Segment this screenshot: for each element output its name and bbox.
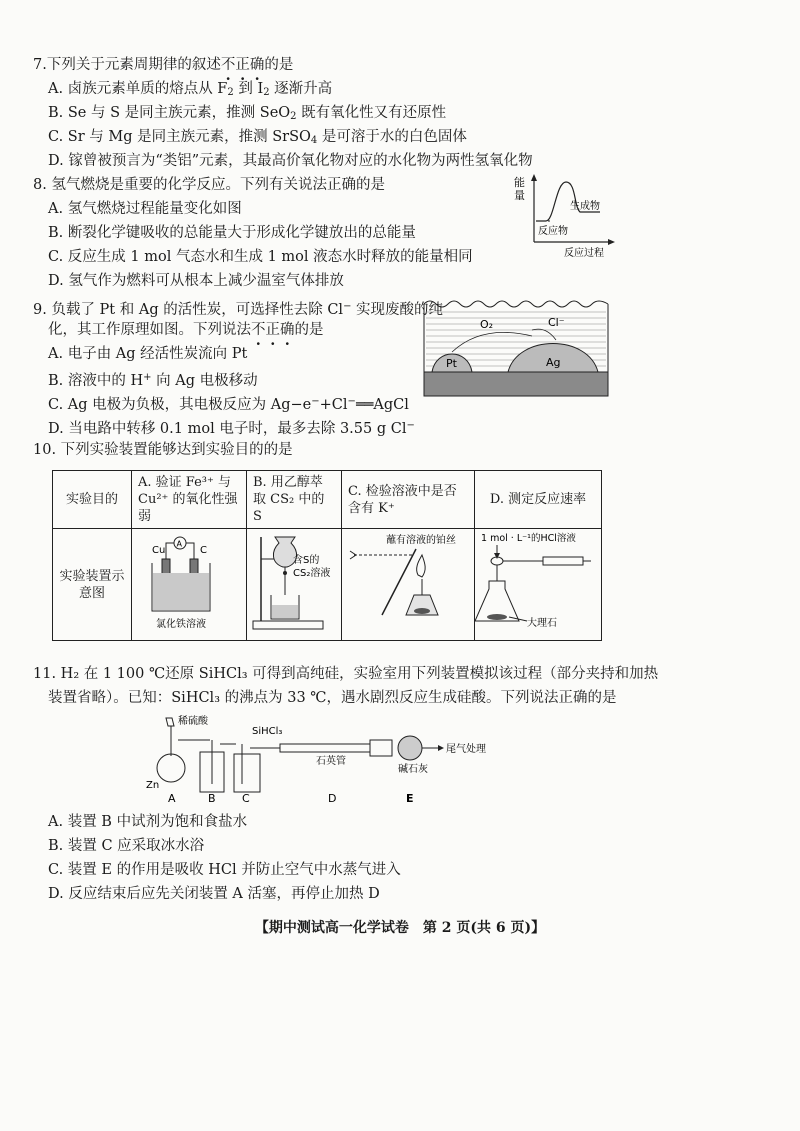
tail-gas-label: 尾气处理 [446,744,486,755]
q11-option-d: D. 反应结束后应先关闭装置 A 活塞，再停止加热 D [48,886,380,902]
marble-label: 大理石 [527,618,557,629]
q9-option-d: D. 当电路中转移 0.1 mol 电子时，最多去除 3.55 g Cl− [48,420,415,437]
flame-test-figure [342,529,474,635]
q11-stem-1: 11. H₂ 在 1 100 ℃还原 SiHCl₃ 可得到高纯硅，实验室用下列装置模拟该过程（部分夹持和加热 [33,666,659,682]
apparatus-a-label: A [168,792,176,805]
reaction-process-label: 反应过程 [564,248,604,258]
q11-stem-2: 装置省略）。已知：SiHCl₃ 的沸点为 33 ℃，遇水剧烈反应生成硅酸。下列说法正确的是 [48,690,617,706]
q8-option-a: A. 氢气燃烧过程能量变化如图 [48,201,242,217]
q11-option-a: A. 装置 B 中试剂为饱和食盐水 [48,814,248,830]
experiment-table [52,470,602,641]
table-header-apparatus: 实验装置示意图 [53,529,132,641]
table-row [53,529,602,641]
o2-label: O₂ [480,318,494,331]
q9-stem-1: 9. 负载了 Pt 和 Ag 的活性炭，可选择性去除 Cl− 实现废酸的纯 [33,301,444,318]
cl-label: Cl⁻ [548,316,565,329]
dilute-h2so4-label: 稀硫酸 [178,716,208,727]
table-cell-b: B. 用乙醇萃取 CS₂ 中的 S [247,471,342,529]
energy-axis-label-1: 能 [514,176,525,189]
pt-ag-carbon-diagram [422,296,610,400]
apparatus-e-label: E [406,792,414,805]
q7-option-a: A. 卤族元素单质的熔点从 $F_2$ 到 $I_2$ 逐渐升高 [48,81,333,98]
table-row [53,471,602,529]
ag-label: Ag [546,356,561,369]
apparatus-b [247,529,342,641]
q8-stem: 8. 氢气燃烧是重要的化学反应。下列有关说法正确的是 [33,177,385,193]
carbon-label: C [200,545,207,556]
soda-lime-label: 碱石灰 [398,764,428,775]
energy-diagram [512,172,616,258]
separatory-funnel-figure [247,529,341,635]
q9-option-c: C. Ag 电极为负极，其电极反应为 Ag−e−+Cl−══AgCl [48,396,409,413]
q8-option-b: B. 断裂化学键吸收的总能量大于形成化学键放出的总能量 [48,225,416,241]
q8-option-c: C. 反应生成 1 mol 气态水和生成 1 mol 液态水时释放的能量相同 [48,249,473,265]
zn-label: Zn [146,780,160,791]
page-footer: 【期中测试高一化学试卷 第 2 页(共 6 页)】 [254,920,546,936]
pt-label: Pt [446,357,457,370]
table-header-purpose: 实验目的 [53,471,132,529]
cu-label: Cu [152,545,166,556]
apparatus-a [132,529,247,641]
s-in-cs2-label-1: 含S的 [293,555,320,566]
q9-option-a: A. 电子由 Ag 经活性炭流向 Pt [48,346,248,362]
reactant-label: 反应物 [538,226,568,237]
sihcl3-label: SiHCl₃ [252,726,283,737]
s-in-cs2-label-2: CS₂溶液 [293,568,331,579]
fecl3-solution-label: 氯化铁溶液 [156,619,206,630]
platinum-wire-label: 蘸有溶液的铂丝 [386,535,456,546]
q7-option-c: C. Sr 与 Mg 是同主族元素，推测 SrSO$_4$ 是可溶于水的白色固体 [48,129,467,146]
q7-option-d: D. 镓曾被预言为“类铝”元素，其最高价氧化物对应的水化物为两性氢氧化物 [48,153,533,169]
q7-stem: 7.下列关于元素周期律的叙述不正确的是 [33,57,294,73]
apparatus-d [475,529,602,641]
ammeter-label: A [176,539,182,549]
table-cell-c: C. 检验溶液中是否含有 K⁺ [342,471,475,529]
q8-option-d: D. 氢气作为燃料可从根本上减少温室气体排放 [48,273,344,289]
product-label: 生成物 [570,201,600,212]
apparatus-c [342,529,475,641]
q11-option-b: B. 装置 C 应采取冰水浴 [48,838,205,854]
table-cell-d: D. 测定反应速率 [475,471,602,529]
quartz-tube-label: 石英管 [316,756,346,767]
galvanic-cell-figure [132,529,246,635]
silicon-apparatus-diagram [140,708,540,808]
hcl-solution-label: 1 mol · L⁻¹的HCl溶液 [481,533,576,544]
q11-option-c: C. 装置 E 的作用是吸收 HCl 并防止空气中水蒸气进入 [48,862,401,878]
q9-option-b: B. 溶液中的 H+ 向 Ag 电极移动 [48,372,258,389]
q9-stem-2: 化，其工作原理如图。下列说法不正确的是 [48,322,324,338]
reaction-rate-figure [475,529,601,635]
apparatus-d-label: D [328,792,337,805]
apparatus-b-label: B [208,792,216,805]
energy-axis-label-2: 量 [514,189,525,202]
q7-option-b: B. Se 与 S 是同主族元素，推测 SeO$_2$ 既有氧化性又有还原性 [48,105,447,122]
q10-stem: 10. 下列实验装置能够达到实验目的的是 [33,442,293,458]
table-cell-a: A. 验证 Fe³⁺ 与 Cu²⁺ 的氧化性强弱 [132,471,247,529]
apparatus-c-label: C [242,792,250,805]
